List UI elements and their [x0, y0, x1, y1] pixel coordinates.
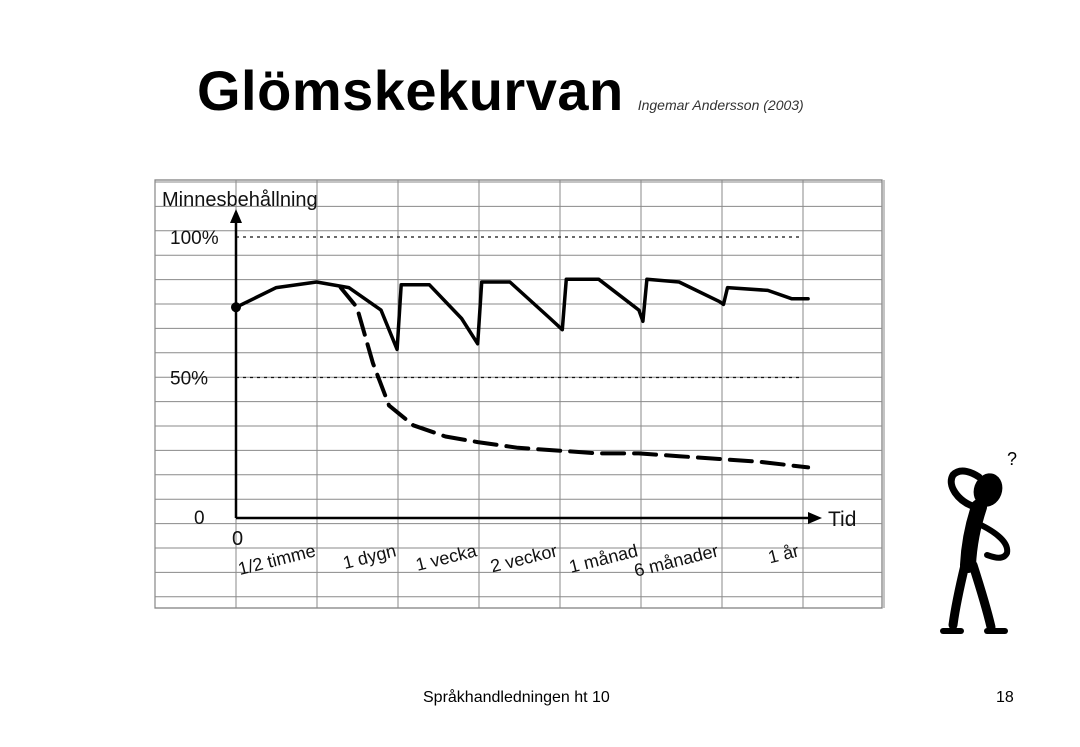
chart-axes — [230, 209, 822, 524]
x-axis-arrow — [808, 512, 822, 524]
x-tick-label-origin: 0 — [232, 528, 244, 550]
x-tick-label: 1 vecka — [413, 540, 479, 575]
y-tick-label: 0 — [194, 508, 205, 529]
page-number: 18 — [996, 689, 1014, 706]
svg-text:?: ? — [1007, 449, 1018, 469]
chart-border — [155, 180, 882, 608]
reference-lines — [236, 237, 800, 378]
confused-stick-figure-icon — [935, 445, 1035, 645]
x-tick-label: 6 månader — [632, 540, 721, 581]
chart-grid — [155, 180, 884, 608]
x-tick-label: 1/2 timme — [236, 540, 318, 580]
slide-subtitle: Ingemar Andersson (2003) — [637, 97, 804, 113]
title-row — [197, 58, 804, 123]
chart-labels — [162, 189, 856, 581]
y-axis-label: Minnesbehållning — [162, 189, 318, 211]
x-tick-label: 1 månad — [567, 540, 640, 577]
forgetting-curve-chart — [150, 170, 890, 610]
x-tick-label: 2 veckor — [488, 540, 560, 577]
x-axis-label: Tid — [828, 508, 857, 531]
y-axis-arrow — [230, 209, 242, 223]
series-start-point — [231, 302, 241, 312]
slide-title: Glömskekurvan — [197, 59, 624, 122]
x-tick-label: 1 dygn — [340, 540, 399, 573]
y-tick-label: 100% — [170, 228, 219, 249]
footer-text: Språkhandledningen ht 10 — [423, 689, 610, 706]
x-tick-label: 1 år — [766, 540, 801, 568]
y-tick-label: 50% — [170, 368, 209, 390]
